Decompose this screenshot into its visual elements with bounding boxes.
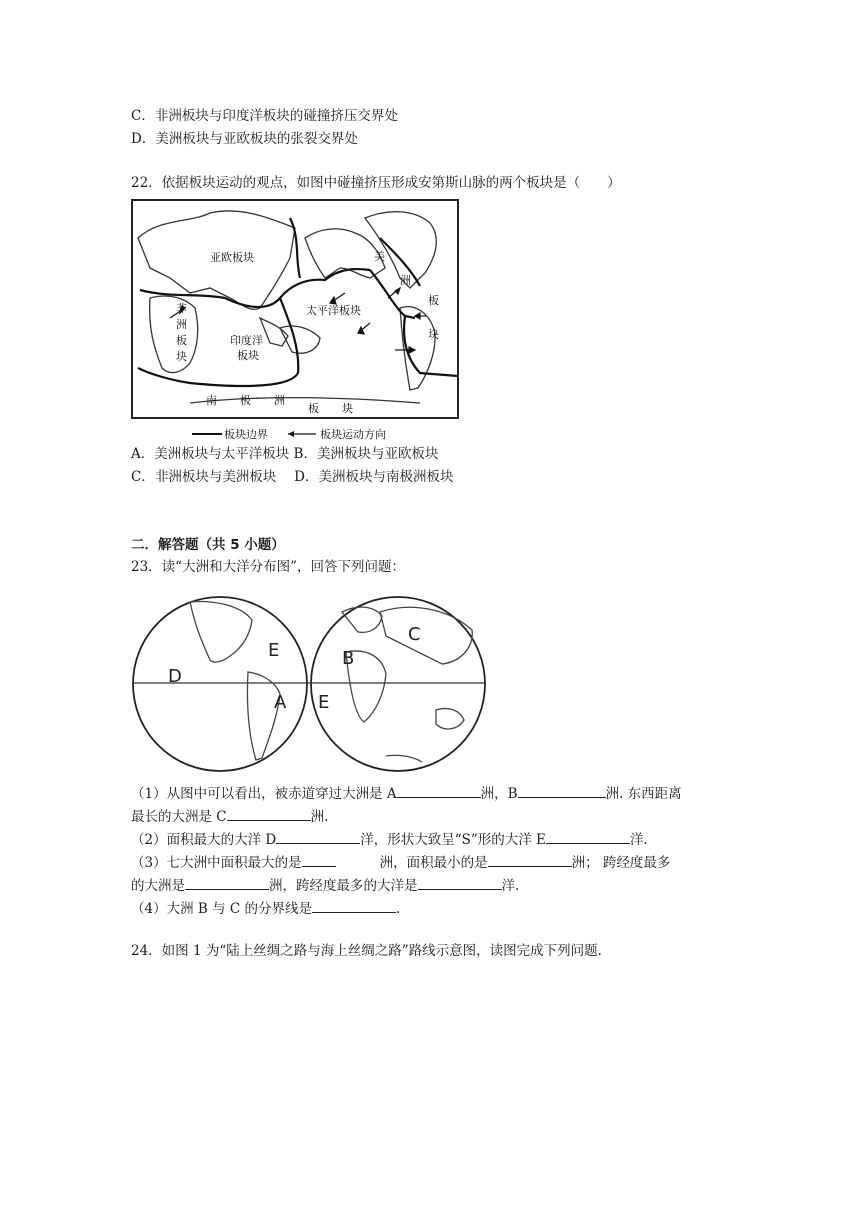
label-antarctic-1: 南: [206, 394, 217, 407]
label-african-3: 板: [176, 334, 187, 347]
label-antarctic-4: 板: [308, 402, 319, 415]
answer-blank-b[interactable]: [518, 783, 606, 798]
label-american-3: 板: [428, 294, 439, 307]
plate-tectonics-map: [130, 198, 462, 444]
q23-part1-line2: 最长的大洲是 C 洲.: [131, 806, 328, 827]
q23-part3-line1: （3）七大洲中面积最大的是 洲，面积最小的是 洲； 跨经度最多: [131, 852, 670, 873]
answer-blank-smallest-continent[interactable]: [488, 852, 572, 867]
q23-part4: （4）大洲 B 与 C 的分界线是 .: [131, 898, 400, 919]
answer-blank-widest-ocean[interactable]: [418, 875, 502, 890]
label-african-4: 块: [176, 350, 187, 363]
q21-option-c: C．非洲板块与印度洋板块的碰撞挤压交界处: [131, 108, 398, 124]
q22-options-ab: A．美洲板块与太平洋板块 B．美洲板块与亚欧板块: [131, 446, 439, 462]
legend-arrow-head: [288, 431, 294, 437]
label-eurasian-plate: 亚欧板块: [210, 251, 254, 264]
label-antarctic-5: 块: [342, 402, 353, 415]
answer-blank-c[interactable]: [227, 806, 311, 821]
q24-stem: 24．如图 1 为“陆上丝绸之路与海上丝绸之路”路线示意图，读图完成下列问题.: [131, 943, 602, 959]
q22-options-cd: C．非洲板块与美洲板块 D．美洲板块与南极洲板块: [131, 469, 454, 485]
label-antarctic-3: 洲: [274, 394, 285, 407]
q23-stem: 23．读“大洲和大洋分布图”，回答下列问题：: [131, 559, 405, 575]
answer-blank-largest-continent[interactable]: [302, 852, 336, 867]
label-antarctic-2: 极: [240, 394, 251, 407]
section-heading: 二．解答题（共 5 小题）: [131, 537, 285, 553]
map-label-e2: E: [318, 692, 330, 713]
map-label-c: C: [408, 624, 421, 645]
q23-part1-line1: （1）从图中可以看出，被赤道穿过大洲是 A 洲，B 洲. 东西距离: [131, 783, 682, 804]
q22-stem: 22．依据板块运动的观点，如图中碰撞挤压形成安第斯山脉的两个板块是（ ）: [131, 175, 621, 191]
q23-part2: （2）面积最大的大洋 D 洋，形状大致呈“S”形的大洋 E 洋.: [131, 829, 648, 850]
label-pacific-plate: 太平洋板块: [306, 304, 361, 317]
label-american-4: 块: [428, 328, 439, 341]
eastern-hemisphere: [311, 597, 485, 771]
answer-blank-widest-continent[interactable]: [185, 875, 269, 890]
map-label-d: D: [168, 666, 182, 687]
answer-blank-a[interactable]: [397, 783, 481, 798]
map-label-b: B: [342, 648, 355, 669]
label-american-2: 洲: [400, 274, 411, 287]
label-african-2: 洲: [176, 318, 187, 331]
label-indian-2: 板块: [237, 349, 259, 362]
label-american-1: 美: [374, 250, 385, 263]
map-label-a: A: [274, 692, 287, 713]
western-hemisphere: [133, 597, 307, 771]
label-indian-1: 印度洋: [230, 334, 263, 347]
q21-option-d: D．美洲板块与亚欧板块的张裂交界处: [131, 131, 358, 147]
answer-blank-d[interactable]: [276, 829, 360, 844]
continents-oceans-map: [130, 590, 490, 776]
map-label-e1: E: [268, 640, 280, 661]
answer-blank-e[interactable]: [546, 829, 630, 844]
q23-part3-line2: 的大洲是 洲，跨经度最多的大洋是 洋.: [131, 875, 519, 896]
legend-motion-label: 板块运动方向: [320, 428, 386, 441]
answer-blank-boundary[interactable]: [312, 898, 396, 913]
label-african-1: 非: [176, 302, 187, 315]
legend-boundary-label: 板块边界: [224, 428, 268, 441]
